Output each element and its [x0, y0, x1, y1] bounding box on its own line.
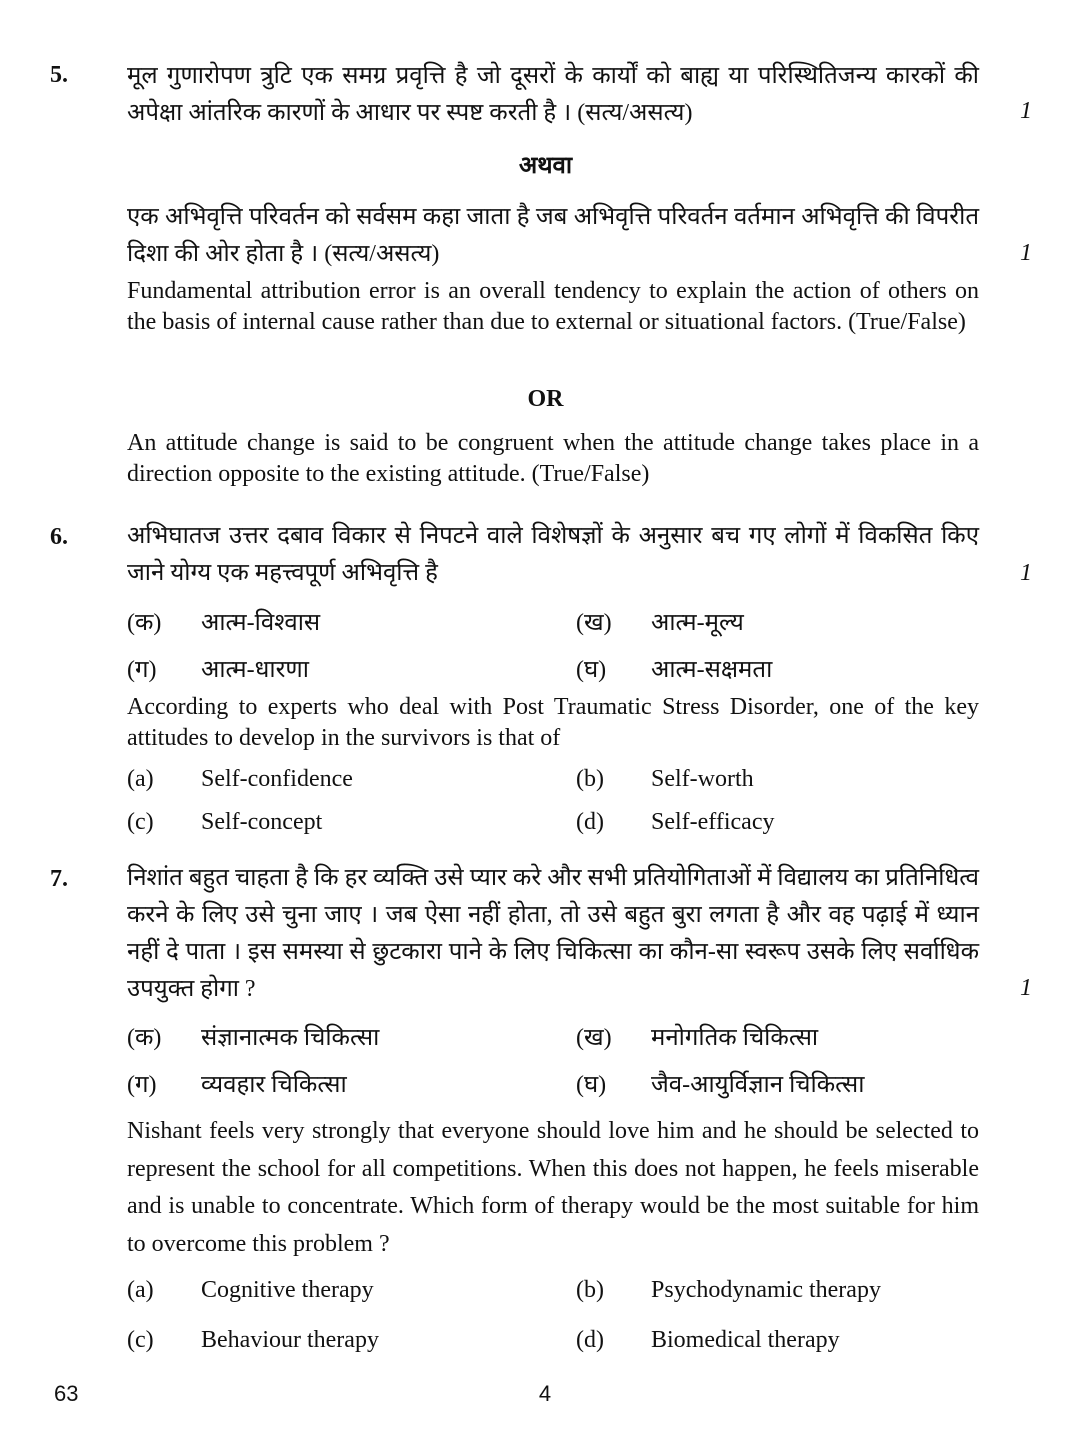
- q7-english-text: Nishant feels very strongly that everyone should love him and he should be selected to represent the school for all competitions. When this does not happen, he feels miserable and is unable to concentrate. Which form of therapy would be the most suitable for him to overcome this problem ?: [127, 1118, 979, 1257]
- page-number: 4: [538, 1381, 552, 1406]
- q7-hindi-option-text: संज्ञानात्मक चिकित्सा: [201, 1025, 380, 1051]
- q7-hindi-option-text: व्यवहार चिकित्सा: [201, 1072, 347, 1098]
- paper-code: 63: [54, 1381, 79, 1406]
- q7-english-option-text: Behaviour therapy: [201, 1327, 379, 1353]
- q7-hindi-option-text: मनोगतिक चिकित्सा: [651, 1025, 819, 1051]
- q6-marks: 1: [1020, 560, 1032, 586]
- q7-english-option-text: Psychodynamic therapy: [651, 1277, 881, 1303]
- q5-or-hindi: अथवा: [518, 153, 573, 179]
- q6-hindi-option-label: (ख): [576, 610, 612, 636]
- q6-english-option-label: (d): [576, 809, 604, 835]
- q6-english-option-label: (b): [576, 766, 604, 792]
- q5-alt-marks: 1: [1020, 240, 1032, 266]
- q6-english-text: According to experts who deal with Post Traumatic Stress Disorder, one of the key attitudes to develop in the survivors is that of: [127, 694, 979, 751]
- q7-hindi-option-label: (क): [127, 1025, 162, 1051]
- question-number-6: 6.: [50, 524, 68, 550]
- q6-hindi-option-text: आत्म-मूल्य: [651, 610, 744, 636]
- q5-english-alt-text: An attitude change is said to be congruent when the attitude change takes place in a direction opposite to the existing attitude. (True/False): [127, 430, 979, 487]
- q6-english-option-text: Self-worth: [651, 766, 754, 792]
- q7-hindi-option-text: जैव-आयुर्विज्ञान चिकित्सा: [651, 1072, 865, 1098]
- q7-hindi-option-label: (ग): [127, 1072, 157, 1098]
- q6-hindi-option-label: (ग): [127, 657, 157, 683]
- q6-hindi-option-text: आत्म-धारणा: [201, 657, 309, 683]
- q7-hindi-option-label: (घ): [576, 1072, 607, 1098]
- question-number-7: 7.: [50, 866, 68, 892]
- q6-english-option-text: Self-concept: [201, 809, 323, 835]
- q6-hindi-option-text: आत्म-विश्वास: [201, 610, 321, 636]
- q6-english-option-text: Self-efficacy: [651, 809, 775, 835]
- q5-english-text: Fundamental attribution error is an overall tendency to explain the action of others on the basis of internal cause rather than due to external or situational factors. (True/False): [127, 278, 979, 335]
- q6-hindi-option-text: आत्म-सक्षमता: [651, 657, 773, 683]
- q6-hindi-option-label: (क): [127, 610, 162, 636]
- q7-marks: 1: [1020, 975, 1032, 1001]
- q7-english-option-label: (c): [127, 1327, 154, 1353]
- q7-english-option-label: (d): [576, 1327, 604, 1353]
- q5-marks: 1: [1020, 98, 1032, 124]
- q7-english-option-text: Cognitive therapy: [201, 1277, 374, 1303]
- q7-english-option-label: (b): [576, 1277, 604, 1303]
- q7-english-option-label: (a): [127, 1277, 154, 1303]
- q6-hindi-text: अभिघातज उत्तर दबाव विकार से निपटने वाले विशेषज्ञों के अनुसार बच गए लोगों में विकसित किए जाने योग्य एक महत्त्वपूर्ण अभिवृत्ति है: [127, 523, 979, 586]
- q7-hindi-option-label: (ख): [576, 1025, 612, 1051]
- q6-english-option-label: (a): [127, 766, 154, 792]
- q5-or-english: OR: [527, 386, 564, 412]
- q6-english-option-text: Self-confidence: [201, 766, 353, 792]
- question-number-5: 5.: [50, 62, 68, 88]
- q7-english-option-text: Biomedical therapy: [651, 1327, 840, 1353]
- q6-hindi-option-label: (घ): [576, 657, 607, 683]
- q7-hindi-text: निशांत बहुत चाहता है कि हर व्यक्ति उसे प्यार करे और सभी प्रतियोगिताओं में विद्यालय का प्रतिनिधित्व करने के लिए उसे चुना जाए । जब ऐसा नहीं होता, तो उसे बहुत बुरा लगता है और वह पढ़ाई में ध्यान नहीं दे पाता । इस समस्या से छुटकारा पाने के लिए चिकित्सा का कौन-सा स्वरूप उसके लिए सर्वाधिक उपयुक्त होगा ?: [127, 865, 979, 1002]
- q5-hindi-text: मूल गुणारोपण त्रुटि एक समग्र प्रवृत्ति है जो दूसरों के कार्यों को बाह्य या परिस्थितिजन्य कारकों की अपेक्षा आंतरिक कारणों के आधार पर स्पष्ट करती है । (सत्य/असत्य): [127, 63, 979, 126]
- q5-hindi-alt-text: एक अभिवृत्ति परिवर्तन को सर्वसम कहा जाता है जब अभिवृत्ति परिवर्तन वर्तमान अभिवृत्ति की विपरीत दिशा की ओर होता है । (सत्य/असत्य): [127, 204, 979, 267]
- q6-english-option-label: (c): [127, 809, 154, 835]
